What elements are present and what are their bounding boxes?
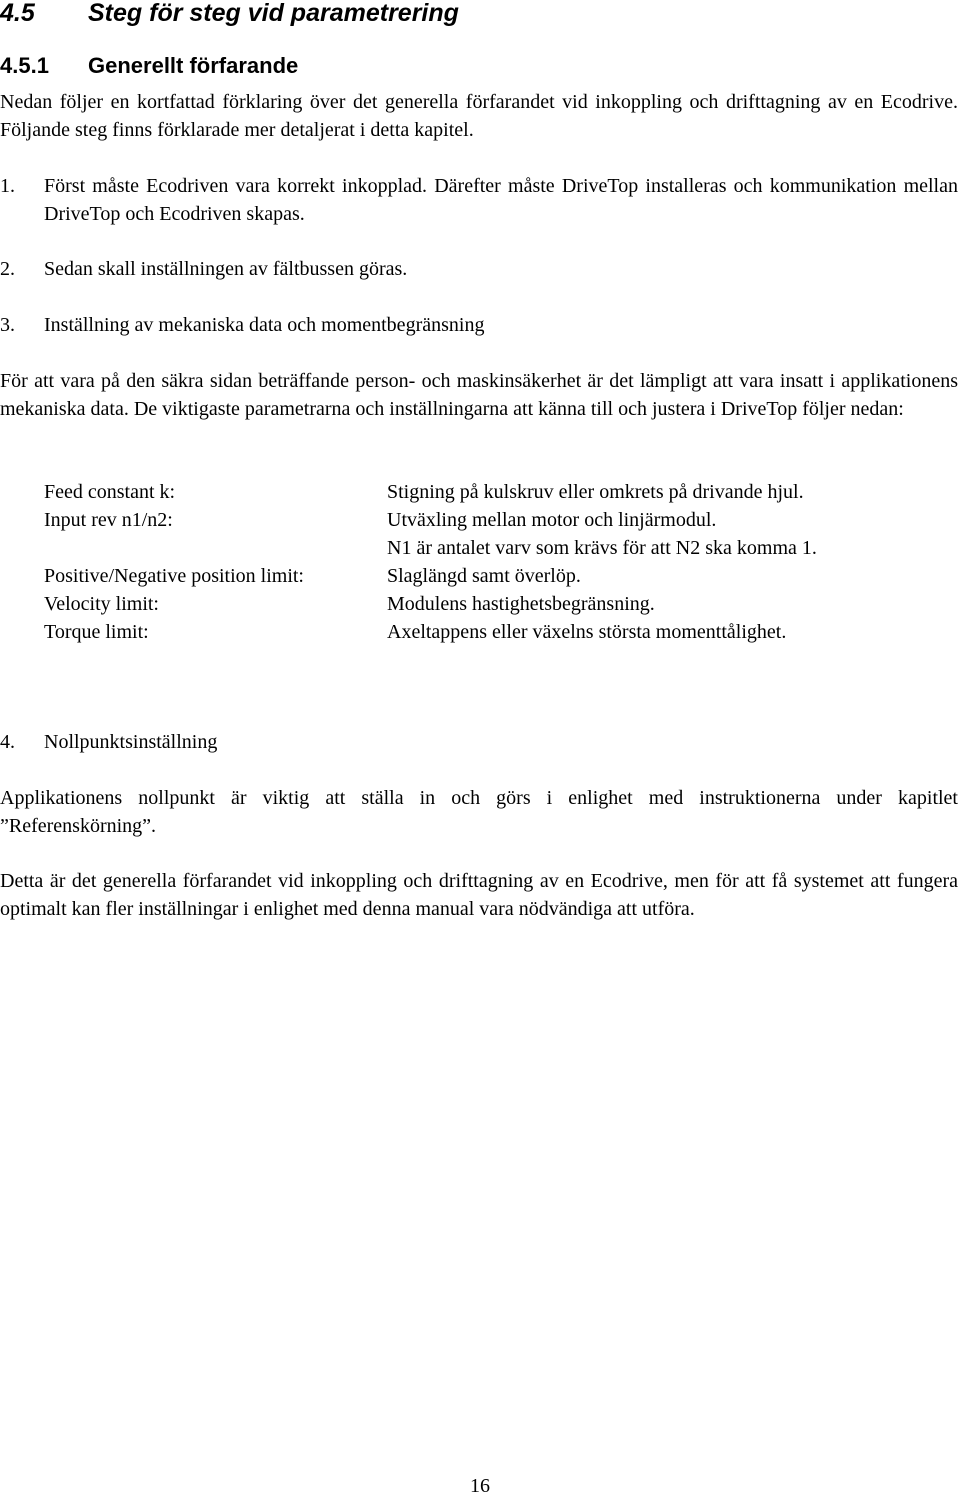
parameter-row (44, 590, 944, 618)
parameter-description: Stigning på kulskruv eller omkrets på drivande hjul. (387, 481, 804, 503)
parameter-description: Axeltappens eller växelns största momenttålighet. (387, 621, 787, 643)
parameter-description: Modulens hastighetsbegränsning. (387, 593, 655, 615)
subsection-number: 4.5.1 (0, 53, 49, 78)
step-item (0, 172, 958, 228)
parameter-name: Feed constant k: (44, 481, 176, 503)
step-text: Först måste Ecodriven vara korrekt inkopplad. Därefter måste DriveTop installeras och kommunikation mellan DriveTop och Ecodriven skapas. (44, 175, 958, 225)
section-number: 4.5 (0, 0, 35, 27)
step-item (0, 728, 958, 756)
parameter-name (44, 534, 387, 562)
section-title: Steg för steg vid parametrering (88, 0, 459, 27)
step-number: 2. (0, 258, 15, 280)
parameter-name: Positive/Negative position limit: (44, 565, 304, 587)
parameter-row (44, 534, 944, 562)
section-heading (0, 0, 459, 29)
step-number: 1. (0, 175, 15, 197)
step-text: Inställning av mekaniska data och momentbegränsning (44, 314, 485, 336)
safety-paragraph: För att vara på den säkra sidan beträffande person- och maskinsäkerhet är det lämpligt att vara insatt i applikationens mekaniska data. De viktigaste parametrarna och inställningarna att känna till och justera i DriveTop följer nedan: (0, 370, 958, 420)
step-number: 4. (0, 731, 15, 753)
parameter-name: Input rev n1/n2: (44, 509, 173, 531)
subsection-heading (0, 51, 298, 81)
parameter-row (44, 478, 944, 506)
step-text: Sedan skall inställningen av fältbussen göras. (44, 258, 408, 280)
subsection-title: Generellt förfarande (88, 53, 299, 78)
parameter-description: Slaglängd samt överlöp. (387, 565, 581, 587)
step-text: Nollpunktsinställning (44, 731, 218, 753)
parameter-description: N1 är antalet varv som krävs för att N2 ska komma 1. (387, 537, 817, 559)
parameter-description: Utväxling mellan motor och linjärmodul. (387, 509, 717, 531)
page-number: 16 (470, 1475, 490, 1497)
intro-paragraph: Nedan följer en kortfattad förklaring över det generella förfarandet vid inkoppling och drifttagning av en Ecodrive. Följande steg finns förklarade mer detaljerat i detta kapitel. (0, 91, 958, 141)
zero-point-paragraph: Applikationens nollpunkt är viktig att ställa in och görs i enlighet med instruktionerna under kapitlet ”Referenskörning”. (0, 787, 958, 837)
parameter-row (44, 562, 944, 590)
parameter-row (44, 618, 944, 646)
parameter-name: Velocity limit: (44, 593, 159, 615)
parameter-name: Torque limit: (44, 621, 149, 643)
step-item (0, 255, 958, 283)
step-item (0, 311, 958, 339)
step-number: 3. (0, 314, 15, 336)
closing-paragraph: Detta är det generella förfarandet vid inkoppling och drifttagning av en Ecodrive, men för att få systemet att fungera optimalt kan fler inställningar i enlighet med denna manual vara nödvändiga att utföra. (0, 870, 958, 920)
parameter-row (44, 506, 944, 534)
